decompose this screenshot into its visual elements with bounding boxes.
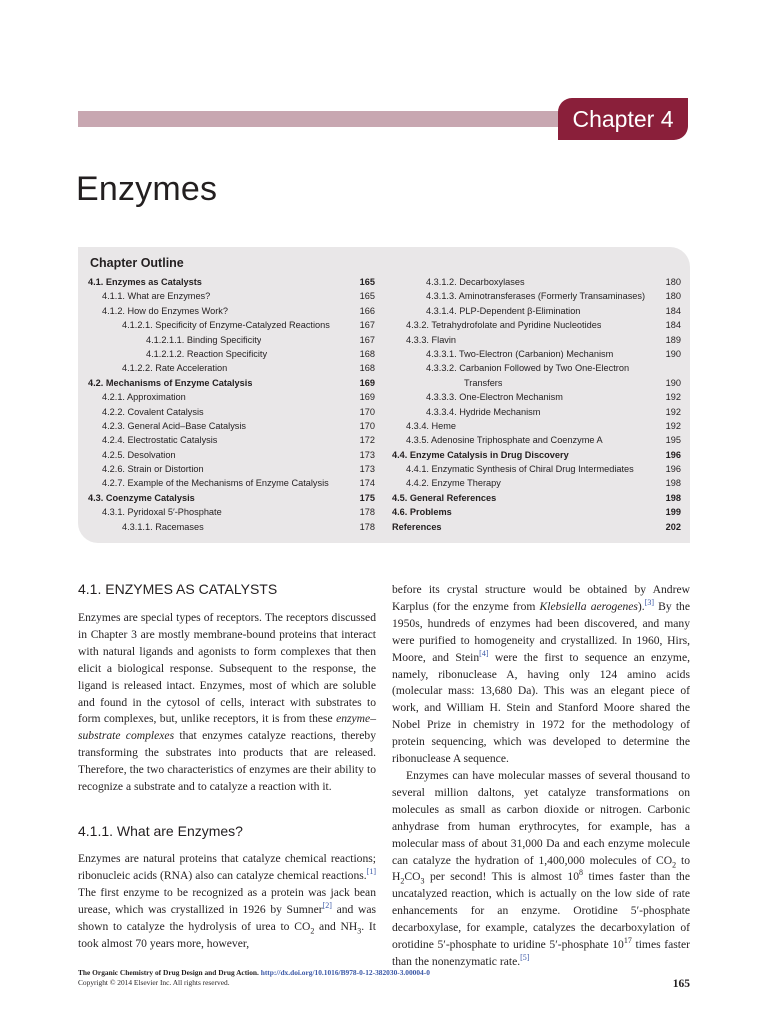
- outline-entry-page: 190: [665, 377, 681, 388]
- outline-entry-label: 4.2. Mechanisms of Enzyme Catalysis: [88, 377, 253, 388]
- outline-entry-page: 192: [665, 420, 681, 431]
- outline-entry[interactable]: [392, 304, 681, 318]
- outline-entry-page: 180: [665, 291, 681, 302]
- outline-entry[interactable]: [88, 275, 375, 289]
- outline-entry-page: 199: [665, 507, 681, 518]
- citation-link[interactable]: [5]: [520, 953, 530, 963]
- outline-entry-label: 4.3.1.2. Decarboxylases: [426, 277, 525, 287]
- outline-entry-page: 170: [359, 406, 375, 417]
- outline-entry-page: 189: [665, 334, 681, 345]
- page-footer: [78, 968, 690, 988]
- outline-entry-page: 178: [359, 507, 375, 518]
- outline-entry[interactable]: [392, 333, 681, 347]
- outline-entry-label: 4.3.3.2. Carbanion Followed by Two One-Electron: [426, 363, 630, 374]
- citation-link[interactable]: [1]: [366, 867, 376, 877]
- outline-entry[interactable]: [88, 505, 375, 519]
- outline-entry-page: 165: [359, 277, 375, 287]
- outline-entry-label: 4.1.2.2. Rate Acceleration: [122, 363, 228, 374]
- outline-entry[interactable]: [88, 347, 375, 361]
- outline-entry-page: 173: [359, 464, 375, 475]
- outline-entry[interactable]: [88, 448, 375, 462]
- outline-entry[interactable]: [392, 491, 681, 505]
- outline-entry[interactable]: [392, 275, 681, 289]
- outline-right-column: [392, 275, 681, 534]
- outline-entry-label: 4.5. General References: [392, 492, 497, 503]
- body-column-left: [78, 580, 376, 952]
- outline-entry[interactable]: [88, 462, 375, 476]
- outline-entry-label: 4.3.1.1. Racemases: [122, 521, 204, 532]
- outline-entry-label: 4.4. Enzyme Catalysis in Drug Discovery: [392, 449, 569, 460]
- outline-entry-page: 166: [359, 305, 375, 316]
- outline-entry-page: 168: [359, 348, 375, 359]
- outline-entry-page: 196: [665, 464, 681, 475]
- body-column-right: [392, 582, 690, 971]
- outline-entry[interactable]: [88, 491, 375, 505]
- copyright: Copyright © 2014 Elsevier Inc. All rights reserved.: [78, 978, 230, 987]
- outline-entry-label: 4.3.3. Flavin: [406, 334, 457, 345]
- paragraph-molecular-mass: Enzymes can have molecular masses of several thousand to several million daltons, yet catalyze transformations on molecules as small as carbon dioxide or nitrogen. Carbonic anhydrase from human erythrocytes, for example, has a molecular mass of about 31,000 Da and each enzyme molecule can catalyze the hydration of 1,400,000 molecules of $CO_2$ to $H_2CO_3$ per second! This is almost $10^8$ times faster than the uncatalyzed reaction, which is actually on the low side of rate enhancements for an enzyme. Orotidine 5′-phosphate decarboxylase, for example, catalyzes the decarboxylation of orotidine 5′-phosphate to uridine 5′-phosphate $10^{17}$ times faster than the nonenzymatic rate.[5]: [392, 768, 690, 968]
- outline-entry[interactable]: [392, 405, 681, 419]
- outline-left-column: [88, 275, 375, 534]
- outline-entry-label: 4.3.3.1. Two-Electron (Carbanion) Mechanism: [426, 348, 614, 359]
- outline-entry-label: 4.2.3. General Acid–Base Catalysis: [102, 420, 247, 431]
- outline-heading: Chapter Outline: [90, 256, 184, 270]
- outline-entry-page: 175: [359, 492, 375, 503]
- paragraph-what-are-enzymes: Enzymes are natural proteins that catalyze chemical reactions; ribonucleic acids (RNA) also can catalyze chemical reactions.[1] The first enzyme to be recognized as a protein was jack bean urease, which was crystallized in 1926 by Sumner[2] and was shown to catalyze the hydrolysis of urea to $CO_2$ and $NH_3$. It took almost 70 years more, however,: [78, 851, 376, 950]
- outline-entry-page: 173: [359, 449, 375, 460]
- chapter-banner-bar: [78, 111, 558, 127]
- outline-entry-label: References: [392, 521, 442, 532]
- outline-entry[interactable]: [88, 390, 375, 404]
- outline-entry[interactable]: [392, 448, 681, 462]
- outline-entry[interactable]: [392, 318, 681, 332]
- outline-entry-label: 4.2.1. Approximation: [102, 392, 186, 403]
- outline-entry-label: 4.3.1.3. Aminotransferases (Formerly Transaminases): [426, 291, 646, 302]
- outline-entry[interactable]: [392, 390, 681, 404]
- outline-entry[interactable]: [88, 333, 375, 347]
- paragraph-intro: Enzymes are special types of receptors. The receptors discussed in Chapter 3 are mostly membrane-bound proteins that interact with natural ligands and agonists to form complexes that then elicit a biological response. Subsequent to the response, the ligand is released intact. Enzymes, most of which are soluble and found in the cytosol of cells, interact with substrates to form complexes, but, unlike receptors, it is from these enzyme–substrate complexes that enzymes catalyze reactions, thereby transforming the substrates into products that are released. Therefore, the two characteristics of enzymes are their ability to recognize a substrate and to catalyze a reaction with it.: [78, 611, 376, 794]
- outline-entry[interactable]: [392, 347, 681, 361]
- outline-entry-page: 192: [665, 406, 681, 417]
- outline-entry[interactable]: [392, 520, 681, 534]
- outline-entry[interactable]: [88, 476, 375, 490]
- outline-entry[interactable]: [392, 376, 681, 390]
- outline-entry-label: 4.2.7. Example of the Mechanisms of Enzyme Catalysis: [102, 478, 329, 489]
- outline-entry-label: 4.2.5. Desolvation: [102, 449, 176, 460]
- outline-entry-label: 4.2.4. Electrostatic Catalysis: [102, 435, 218, 446]
- outline-entry-page: 169: [359, 377, 375, 388]
- outline-entry-page: 202: [665, 521, 681, 532]
- outline-entry-label: 4.3.4. Heme: [406, 420, 457, 431]
- outline-entry[interactable]: [88, 419, 375, 433]
- outline-entry-page: 198: [665, 492, 681, 503]
- outline-entry-page: 190: [665, 348, 681, 359]
- citation-link[interactable]: [4]: [479, 648, 489, 658]
- outline-entry-label: 4.1. Enzymes as Catalysts: [88, 277, 202, 287]
- outline-entry[interactable]: [392, 476, 681, 490]
- outline-entry[interactable]: [88, 304, 375, 318]
- outline-entry[interactable]: [392, 289, 681, 303]
- outline-entry[interactable]: [88, 376, 375, 390]
- outline-entry-page: 170: [359, 420, 375, 431]
- outline-entry[interactable]: [392, 361, 681, 375]
- outline-entry[interactable]: [392, 462, 681, 476]
- outline-entry-page: 165: [359, 291, 375, 302]
- outline-entry-label: 4.3.1. Pyridoxal 5′-Phosphate: [102, 507, 222, 518]
- outline-entry[interactable]: [88, 289, 375, 303]
- outline-entry[interactable]: [88, 520, 375, 534]
- outline-entry-label: 4.1.2.1.2. Reaction Specificity: [146, 348, 268, 359]
- outline-entry-label: 4.1.2.1.1. Binding Specificity: [146, 334, 262, 345]
- paragraph-history: before its crystal structure would be obtained by Andrew Karplus (for the enzyme from Klebsiella aerogenes).[3] By the 1950s, hundreds of enzymes had been discovered, and many were purified to homogeneity and crystallized. In 1960, Hirs, Moore, and Stein[4] were the first to sequence an enzyme, namely, ribonuclease A, having only 124 amino acids (molecular mass: 13,680 Da). This was an elegant piece of work, and William H. Stein and Stanford Moore shared the Nobel Prize in chemistry in 1972 for the methodology of protein sequencing, which was developed to determine the ribonuclease A sequence.: [392, 583, 690, 766]
- outline-entry-label: Transfers: [464, 377, 503, 388]
- outline-entry-label: 4.4.1. Enzymatic Synthesis of Chiral Drug Intermediates: [406, 464, 634, 475]
- outline-entry-page: 168: [359, 363, 375, 374]
- outline-entry-label: 4.3.3.4. Hydride Mechanism: [426, 406, 541, 417]
- outline-entry-label: 4.4.2. Enzyme Therapy: [406, 478, 501, 489]
- book-title: The Organic Chemistry of Drug Design and Drug Action.: [78, 968, 259, 977]
- outline-entry-label: 4.1.1. What are Enzymes?: [102, 291, 211, 302]
- page-number: 165: [672, 978, 690, 990]
- doi-link[interactable]: http://dx.doi.org/10.1016/B978-0-12-382030-3.00004-0: [260, 968, 430, 977]
- subsection-heading: 4.1.1. What are Enzymes?: [78, 822, 243, 839]
- outline-entry-label: 4.2.6. Strain or Distortion: [102, 464, 204, 475]
- outline-entry[interactable]: [88, 405, 375, 419]
- outline-entry[interactable]: [88, 318, 375, 332]
- citation-link[interactable]: [2]: [322, 900, 332, 910]
- outline-entry-page: 184: [665, 320, 681, 331]
- outline-entry-page: 180: [665, 277, 681, 287]
- outline-entry[interactable]: [88, 361, 375, 375]
- outline-entry[interactable]: [392, 505, 681, 519]
- outline-entry-label: 4.3.3.3. One-Electron Mechanism: [426, 392, 563, 403]
- outline-entry-page: 184: [665, 305, 681, 316]
- chapter-label: Chapter 4: [558, 98, 688, 140]
- outline-entry-page: 195: [665, 435, 681, 446]
- outline-entry[interactable]: [392, 419, 681, 433]
- outline-entry-page: 167: [359, 320, 375, 331]
- outline-entry-page: 196: [665, 449, 681, 460]
- outline-entry-label: 4.3.5. Adenosine Triphosphate and Coenzyme A: [406, 435, 603, 446]
- outline-entry-page: 198: [665, 478, 681, 489]
- citation-link[interactable]: [3]: [644, 598, 655, 608]
- outline-entry-page: 178: [359, 521, 375, 532]
- outline-entry[interactable]: [88, 433, 375, 447]
- outline-entry-label: 4.1.2.1. Specificity of Enzyme-Catalyzed Reactions: [122, 320, 330, 331]
- section-heading: 4.1. ENZYMES AS CATALYSTS: [78, 581, 278, 597]
- chapter-outline: [78, 247, 690, 543]
- outline-entry-page: 172: [359, 435, 375, 446]
- outline-entry[interactable]: [392, 433, 681, 447]
- outline-entry-page: 167: [359, 334, 375, 345]
- outline-entry-label: 4.3. Coenzyme Catalysis: [88, 492, 195, 503]
- chapter-title: Enzymes: [76, 170, 218, 208]
- outline-entry-label: 4.3.1.4. PLP-Dependent β-Elimination: [426, 305, 581, 316]
- outline-entry-page: 192: [665, 392, 681, 403]
- outline-entry-page: 174: [359, 478, 375, 489]
- outline-entry-label: 4.6. Problems: [392, 507, 452, 518]
- outline-entry-page: 169: [359, 392, 375, 403]
- outline-entry-label: 4.2.2. Covalent Catalysis: [102, 406, 204, 417]
- outline-entry-label: 4.1.2. How do Enzymes Work?: [102, 305, 228, 316]
- outline-entry-label: 4.3.2. Tetrahydrofolate and Pyridine Nucleotides: [406, 320, 602, 331]
